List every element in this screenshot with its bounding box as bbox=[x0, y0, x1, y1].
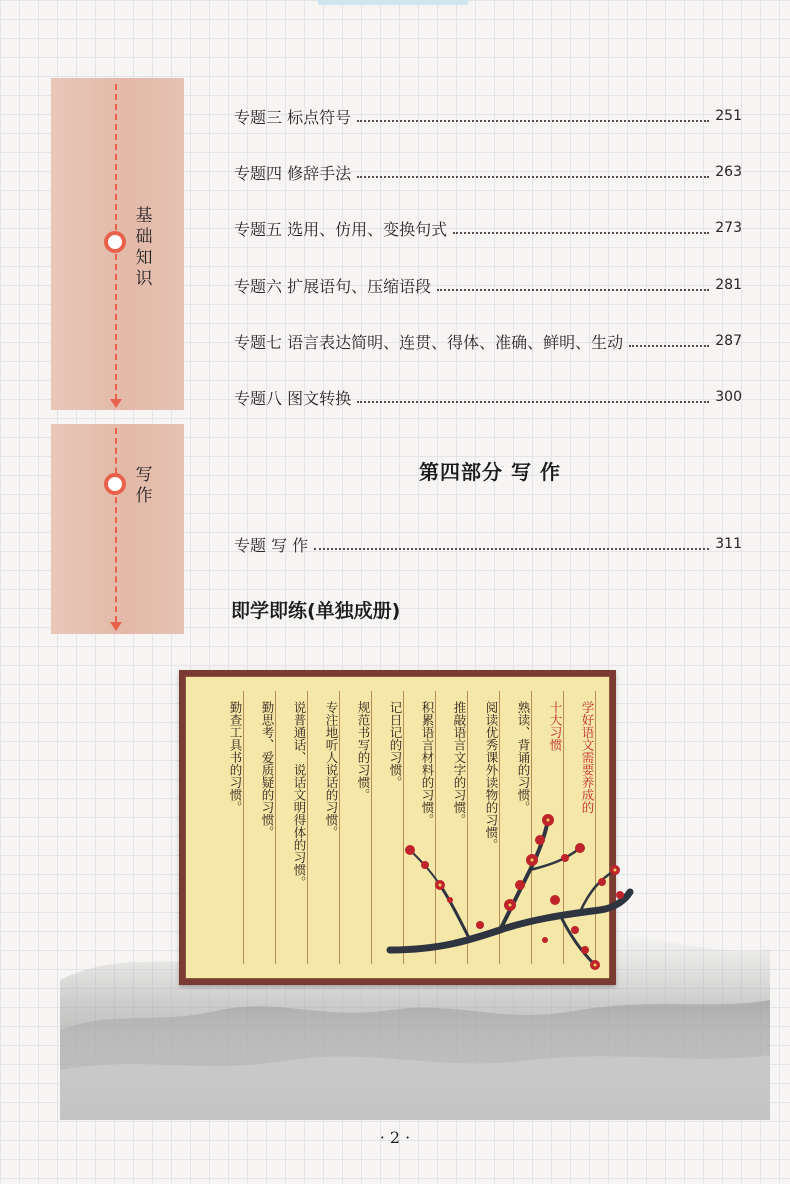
leader-dots bbox=[357, 120, 709, 122]
leader-dots bbox=[453, 232, 709, 234]
toc-entry-title: 专题 写 作 bbox=[234, 535, 309, 555]
toc-entry-title: 专题七 语言表达简明、连贯、得体、准确、鲜明、生动 bbox=[234, 332, 624, 352]
habit-item: 熟读、背诵的习惯。 bbox=[500, 691, 532, 964]
toc-entry-title: 专题八 图文转换 bbox=[234, 388, 352, 408]
toc-entry-page: 251 bbox=[715, 108, 742, 124]
toc-entry[interactable] bbox=[234, 104, 742, 128]
leader-dots bbox=[357, 401, 709, 403]
toc-entry-title: 专题六 扩展语句、压缩语段 bbox=[234, 276, 432, 296]
top-color-strip bbox=[318, 0, 468, 5]
toc-entry-title: 专题四 修辞手法 bbox=[234, 163, 352, 183]
arrow-down-icon bbox=[110, 622, 122, 631]
toc-entry-title: 专题五 选用、仿用、变换句式 bbox=[234, 219, 448, 239]
habit-item: 规范书写的习惯。 bbox=[340, 691, 372, 964]
toc-entry-page: 311 bbox=[715, 536, 742, 552]
toc-entry-title: 专题三 标点符号 bbox=[234, 107, 352, 127]
sidebar-label-basics: 基础知识 bbox=[135, 206, 153, 289]
toc-entry[interactable] bbox=[234, 273, 742, 297]
habit-item: 勤查工具书的习惯。 bbox=[212, 691, 244, 964]
habit-item: 勤思考、爱质疑的习惯。 bbox=[244, 691, 276, 964]
toc-entry[interactable] bbox=[234, 160, 742, 184]
habit-item: 阅读优秀课外读物的习惯。 bbox=[468, 691, 500, 964]
section-heading: 即学即练(单独成册) bbox=[231, 600, 401, 622]
leader-dots bbox=[437, 289, 709, 291]
scroll-subtitle: 十大习惯 bbox=[532, 691, 564, 964]
toc-entry[interactable] bbox=[234, 329, 742, 353]
scroll-title: 学好语文需要养成的 bbox=[564, 691, 596, 964]
sidebar-label-writing: 写作 bbox=[135, 465, 153, 506]
page-number: · 2 · bbox=[379, 1128, 411, 1147]
toc-entry[interactable] bbox=[234, 385, 742, 409]
toc-entry-page: 300 bbox=[715, 389, 742, 405]
circle-marker-icon bbox=[104, 473, 126, 495]
toc-entry-writing[interactable] bbox=[234, 532, 742, 556]
sidebar-section-writing bbox=[51, 424, 184, 634]
toc-entry[interactable] bbox=[234, 216, 742, 240]
habit-item: 专注地听人说话的习惯。 bbox=[308, 691, 340, 964]
toc-entry-page: 263 bbox=[715, 164, 742, 180]
part-heading: 第四部分 写 作 bbox=[419, 460, 561, 484]
toc-entry-page: 287 bbox=[715, 333, 742, 349]
toc-entry-page: 273 bbox=[715, 220, 742, 236]
habit-item: 说普通话、说话文明得体的习惯。 bbox=[276, 691, 308, 964]
toc-entry-page: 281 bbox=[715, 277, 742, 293]
arrow-down-icon bbox=[110, 399, 122, 408]
habit-item: 推敲语言文字的习惯。 bbox=[436, 691, 468, 964]
plum-blossom-icon bbox=[380, 800, 640, 1020]
timeline-dashed-line bbox=[115, 428, 117, 622]
leader-dots bbox=[357, 176, 709, 178]
leader-dots bbox=[314, 548, 709, 550]
circle-marker-icon bbox=[104, 231, 126, 253]
habit-item: 记日记的习惯。 bbox=[372, 691, 404, 964]
leader-dots bbox=[629, 345, 709, 347]
habit-item: 积累语言材料的习惯。 bbox=[404, 691, 436, 964]
